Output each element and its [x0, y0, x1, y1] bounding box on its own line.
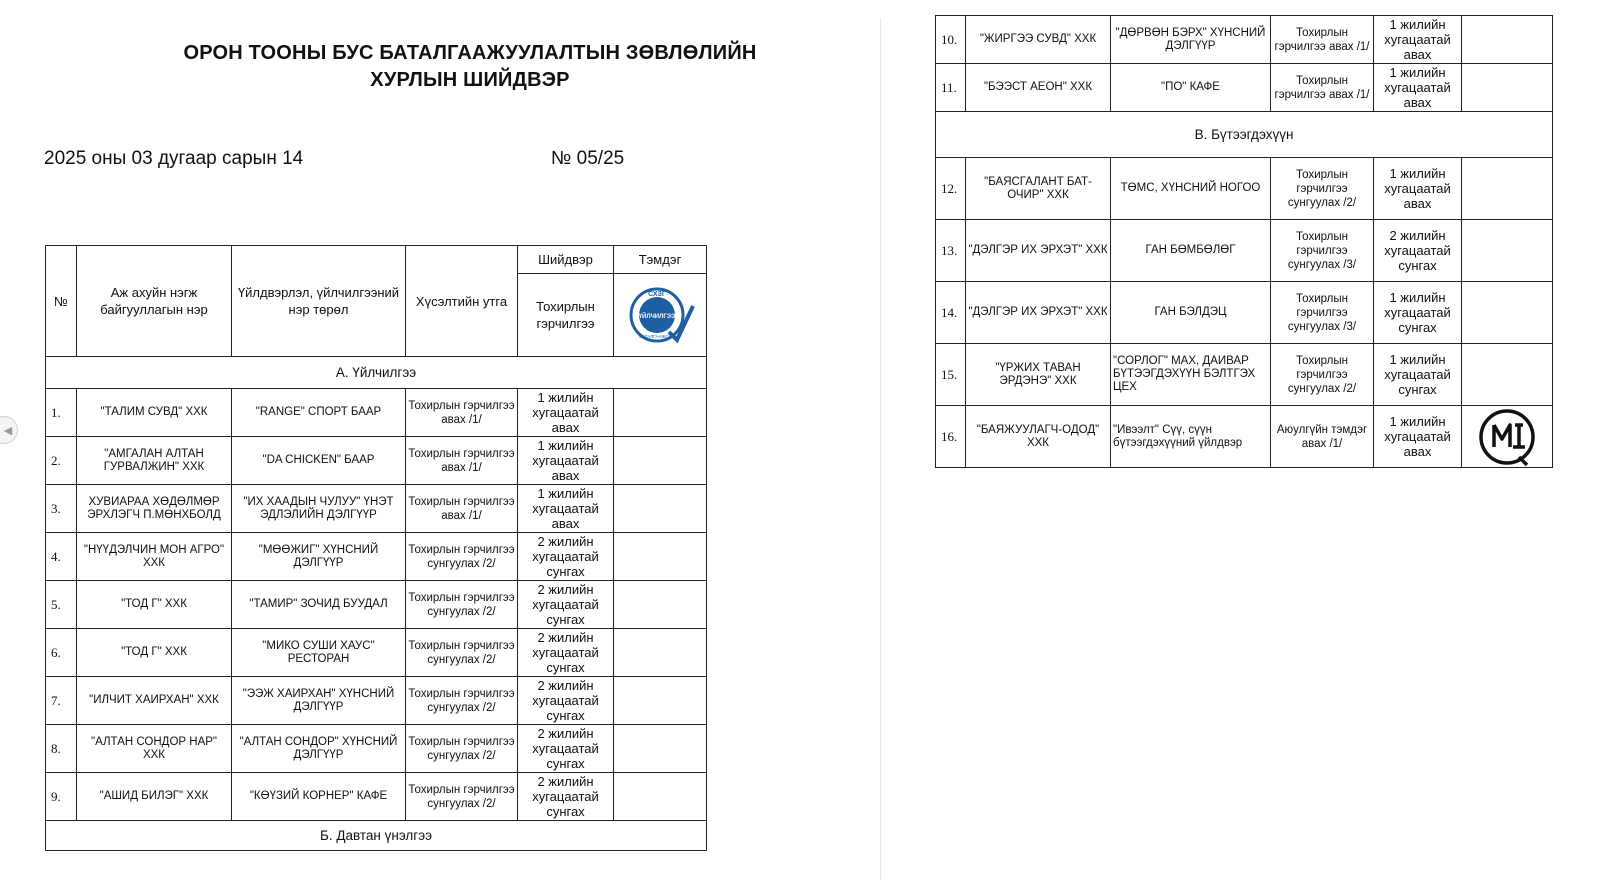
page-divider — [880, 18, 881, 880]
row-mark — [614, 773, 707, 821]
row-org: "АШИД БИЛЭГ" ХХК — [77, 773, 232, 821]
row-org: "ДЭЛГЭР ИХ ЭРХЭТ" ХХК — [966, 220, 1111, 282]
row-service: "ДӨРВӨН БЭРХ" ХҮНСНИЙ ДЭЛГҮҮР — [1111, 16, 1271, 64]
row-mark — [1462, 158, 1553, 220]
row-no: 15. — [936, 344, 966, 406]
row-mark — [614, 581, 707, 629]
row-no: 10. — [936, 16, 966, 64]
row-request: Тохирлын гэрчилгээ сунгуулах /2/ — [406, 773, 518, 821]
row-org: "ИЛЧИТ ХАИРХАН" ХХК — [77, 677, 232, 725]
table-row — [936, 406, 1553, 468]
row-mark — [1462, 282, 1553, 344]
table-row — [46, 581, 707, 629]
row-org: "БАЯЖУУЛАГЧ-ОДОД" ХХК — [966, 406, 1111, 468]
table-row — [936, 344, 1553, 406]
row-no: 2. — [46, 437, 77, 485]
row-mark — [1462, 344, 1553, 406]
left-rows — [46, 389, 707, 821]
row-org: "ТОД Г" ХХК — [77, 581, 232, 629]
row-decision: 1 жилийн хугацаатай авах — [518, 389, 614, 437]
row-decision: 1 жилийн хугацаатай сунгах — [1374, 282, 1462, 344]
row-no: 6. — [46, 629, 77, 677]
header-org: Аж ахуйн нэгж байгууллагын нэр — [77, 246, 232, 357]
table-row — [46, 485, 707, 533]
header-no: № — [46, 246, 77, 357]
row-request: Тохирлын гэрчилгээ сунгуулах /2/ — [1271, 344, 1374, 406]
row-mark — [614, 725, 707, 773]
table-row — [936, 220, 1553, 282]
row-org: "БАЯСГАЛАНТ БАТ-ОЧИР" ХХК — [966, 158, 1111, 220]
row-org: "БЭЭСТ АЕОН" ХХК — [966, 64, 1111, 112]
row-no: 4. — [46, 533, 77, 581]
table-row — [936, 64, 1553, 112]
table-row — [46, 389, 707, 437]
row-request: Тохирлын гэрчилгээ сунгуулах /3/ — [1271, 282, 1374, 344]
row-org: "АМГАЛАН АЛТАН ГУРВАЛЖИН" ХХК — [77, 437, 232, 485]
logo-text-mid: ҮЙЛЧИЛГЭЭ — [638, 314, 676, 320]
row-mark — [1462, 406, 1553, 468]
row-no: 13. — [936, 220, 966, 282]
header-decision-sub: Тохирлын гэрчилгээ — [518, 274, 614, 357]
row-no: 5. — [46, 581, 77, 629]
row-request: Тохирлын гэрчилгээ авах /1/ — [406, 389, 518, 437]
table-row — [46, 773, 707, 821]
row-decision: 2 жилийн хугацаатай сунгах — [518, 773, 614, 821]
row-decision: 1 жилийн хугацаатай авах — [1374, 158, 1462, 220]
document-date: 2025 оны 03 дугаар сарын 14 — [44, 148, 304, 169]
row-mark — [614, 485, 707, 533]
row-org: "ЖИРГЭЭ СУВД" ХХК — [966, 16, 1111, 64]
row-mark — [1462, 64, 1553, 112]
row-service: "СОРЛОГ" МАХ, ДАИВАР БҮТЭЭГДЭХҮҮН БЭЛТГЭХ ЦЕХ — [1111, 344, 1271, 406]
row-org: "НҮҮДЭЛЧИН МОН АГРО" ХХК — [77, 533, 232, 581]
table-row — [46, 725, 707, 773]
row-service: ТӨМС, ХҮНСНИЙ НОГОО — [1111, 158, 1271, 220]
header-mark: Тэмдэг — [614, 246, 707, 274]
row-mark — [1462, 220, 1553, 282]
row-decision: 2 жилийн хугацаатай сунгах — [518, 725, 614, 773]
row-request: Тохирлын гэрчилгээ авах /1/ — [406, 485, 518, 533]
row-decision: 2 жилийн хугацаатай сунгах — [1374, 220, 1462, 282]
row-service: ГАН БЭЛДЭЦ — [1111, 282, 1271, 344]
row-service: "АЛТАН СОНДОР" ХҮНСНИЙ ДЭЛГҮҮР — [232, 725, 406, 773]
row-request: Тохирлын гэрчилгээ сунгуулах /2/ — [406, 629, 518, 677]
decision-table-left — [45, 245, 707, 851]
row-decision: 2 жилийн хугацаатай сунгах — [518, 677, 614, 725]
title-line-2: ХУРЛЫН ШИЙДВЭР — [370, 69, 570, 91]
table-row — [936, 282, 1553, 344]
row-mark — [1462, 16, 1553, 64]
row-decision: 1 жилийн хугацаатай авах — [518, 437, 614, 485]
safety-mark-icon — [1475, 407, 1539, 467]
row-decision: 2 жилийн хугацаатай сунгах — [518, 629, 614, 677]
row-decision: 1 жилийн хугацаатай авах — [1374, 406, 1462, 468]
row-service: "МИКО СУШИ ХАУС" РЕСТОРАН — [232, 629, 406, 677]
row-service: "КӨҮЗИЙ КОРНЕР" КАФЕ — [232, 773, 406, 821]
row-decision: 2 жилийн хугацаатай сунгах — [518, 533, 614, 581]
row-mark — [614, 389, 707, 437]
row-decision: 1 жилийн хугацаатай сунгах — [1374, 344, 1462, 406]
decision-table-right — [935, 15, 1553, 468]
row-service: "ИХ ХААДЫН ЧУЛУУ" ҮНЭТ ЭДЛЭЛИЙН ДЭЛГҮҮР — [232, 485, 406, 533]
section-c-title: В. Бүтээгдэхүүн — [936, 112, 1553, 158]
row-request: Аюулгүйн тэмдэг авах /1/ — [1271, 406, 1374, 468]
row-decision: 1 жилийн хугацаатай авах — [1374, 16, 1462, 64]
row-org: "ТАЛИМ СУВД" ХХК — [77, 389, 232, 437]
row-decision: 1 жилийн хугацаатай авах — [518, 485, 614, 533]
row-service: "ТАМИР" ЗОЧИД БУУДАЛ — [232, 581, 406, 629]
table-row — [46, 437, 707, 485]
row-org: ХУВИАРАА ХӨДӨЛМӨР ЭРХЛЭГЧ П.МӨНХБОЛД — [77, 485, 232, 533]
row-service: "DA CHICKEN" БААР — [232, 437, 406, 485]
row-request: Тохирлын гэрчилгээ сунгуулах /2/ — [406, 725, 518, 773]
header-service: Үйлдвэрлэл, үйлчилгээний нэр төрөл — [232, 246, 406, 357]
row-no: 1. — [46, 389, 77, 437]
row-service: ГАН БӨМБӨЛӨГ — [1111, 220, 1271, 282]
document-title — [150, 40, 790, 94]
title-line-1: ОРОН ТООНЫ БУС БАТАЛГААЖУУЛАЛТЫН ЗӨВЛӨЛИЙН — [183, 42, 757, 64]
scroll-left-icon[interactable]: ◀ — [0, 416, 18, 444]
row-service: "RANGE" СПОРТ БААР — [232, 389, 406, 437]
certification-logo — [614, 274, 707, 357]
row-request: Тохирлын гэрчилгээ авах /1/ — [1271, 64, 1374, 112]
row-no: 7. — [46, 677, 77, 725]
row-mark — [614, 629, 707, 677]
row-request: Тохирлын гэрчилгээ сунгуулах /2/ — [406, 581, 518, 629]
logo-text-top: СХЗГ — [648, 291, 666, 298]
table-row — [46, 677, 707, 725]
document-number: № 05/25 — [551, 148, 625, 169]
row-mark — [614, 677, 707, 725]
row-request: Тохирлын гэрчилгээ сунгуулах /3/ — [1271, 220, 1374, 282]
row-org: "ҮРЖИХ ТАВАН ЭРДЭНЭ" ХХК — [966, 344, 1111, 406]
section-b-title: Б. Давтан үнэлгээ — [46, 821, 707, 851]
row-no: 8. — [46, 725, 77, 773]
row-request: Тохирлын гэрчилгээ сунгуулах /2/ — [1271, 158, 1374, 220]
row-request: Тохирлын гэрчилгээ сунгуулах /2/ — [406, 677, 518, 725]
row-mark — [614, 437, 707, 485]
table-row — [936, 16, 1553, 64]
row-no: 9. — [46, 773, 77, 821]
row-service: "МӨӨЖИГ" ХҮНСНИЙ ДЭЛГҮҮР — [232, 533, 406, 581]
row-mark — [614, 533, 707, 581]
row-request: Тохирлын гэрчилгээ авах /1/ — [406, 437, 518, 485]
row-service: "ЭЭЖ ХАИРХАН" ХҮНСНИЙ ДЭЛГҮҮР — [232, 677, 406, 725]
row-no: 3. — [46, 485, 77, 533]
row-org: "ТОД Г" ХХК — [77, 629, 232, 677]
service-certified-logo-icon — [625, 284, 695, 346]
row-service: "Ивээлт" Сүү, сүүн бүтээгдэхүүний үйлдвэр — [1111, 406, 1271, 468]
table-row — [46, 629, 707, 677]
row-request: Тохирлын гэрчилгээ сунгуулах /2/ — [406, 533, 518, 581]
row-service: "ПО" КАФЕ — [1111, 64, 1271, 112]
header-request: Хүсэлтийн утга — [406, 246, 518, 357]
row-decision: 1 жилийн хугацаатай авах — [1374, 64, 1462, 112]
table-row — [936, 158, 1553, 220]
row-no: 11. — [936, 64, 966, 112]
row-org: "АЛТАН СОНДОР НАР" ХХК — [77, 725, 232, 773]
row-request: Тохирлын гэрчилгээ авах /1/ — [1271, 16, 1374, 64]
row-org: "ДЭЛГЭР ИХ ЭРХЭТ" ХХК — [966, 282, 1111, 344]
table-row — [46, 533, 707, 581]
row-no: 14. — [936, 282, 966, 344]
row-no: 12. — [936, 158, 966, 220]
row-decision: 2 жилийн хугацаатай сунгах — [518, 581, 614, 629]
logo-text-bottom: БАТАЛГААЖСАН — [639, 334, 675, 339]
header-decision: Шийдвэр — [518, 246, 614, 274]
section-a-title: А. Үйлчилгээ — [46, 357, 707, 389]
row-no: 16. — [936, 406, 966, 468]
